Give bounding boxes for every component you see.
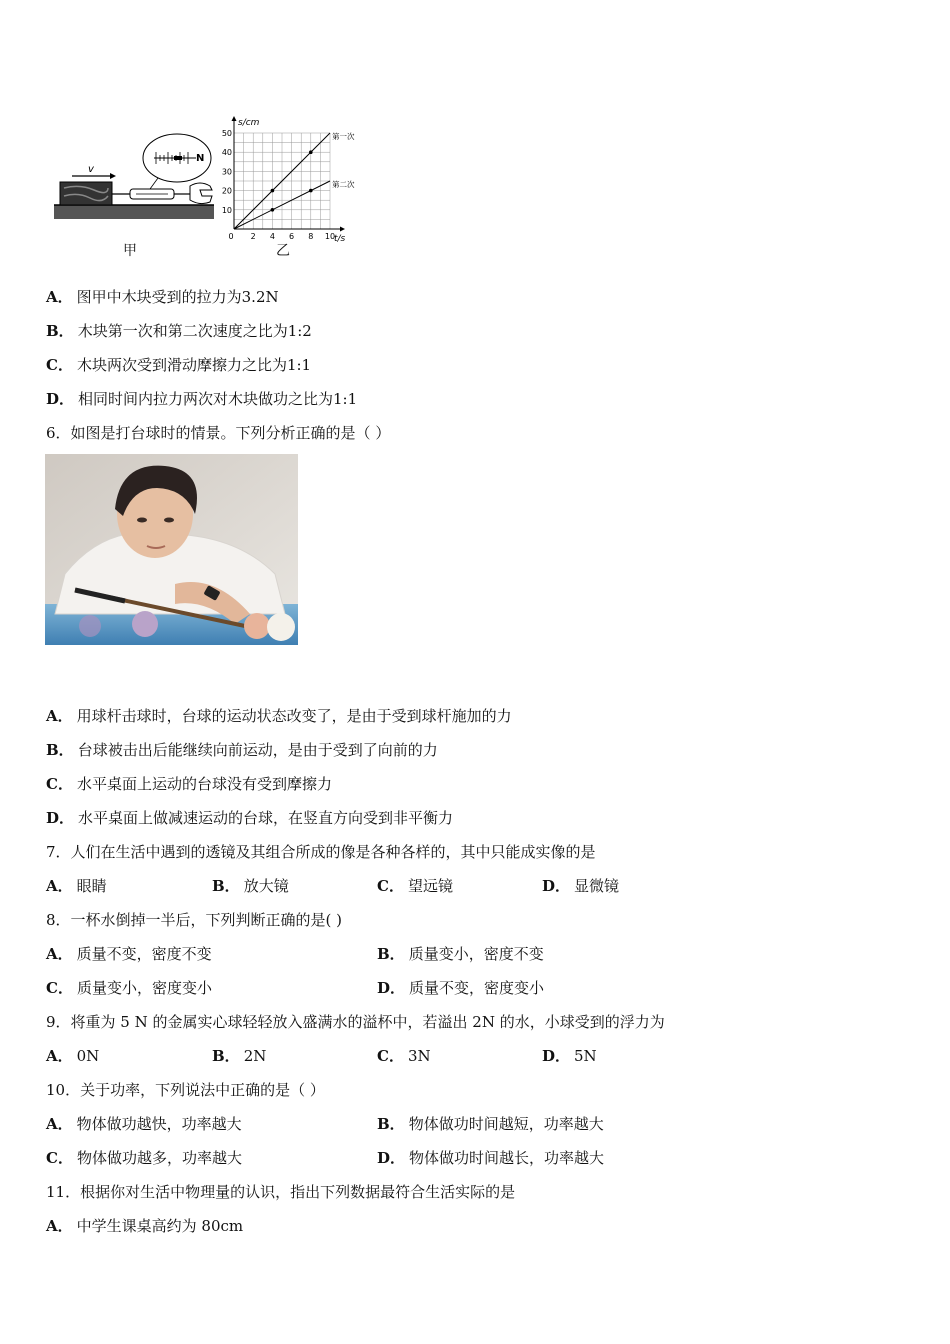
cue-ball: [267, 613, 295, 641]
q6-option-a: A． 用球杆击球时，台球的运动状态改变了，是由于受到球杆施加的力: [46, 707, 512, 725]
figure-label-jia: 甲: [123, 243, 137, 259]
data-point: [271, 189, 275, 193]
q6-option-b: B． 台球被击出后能继续向前运动，是由于受到了向前的力: [46, 741, 438, 759]
series-label: 第一次: [332, 131, 355, 141]
q5-option-b: B． 木块第一次和第二次速度之比为1:2: [46, 322, 312, 340]
q7-option-b: B． 放大镜: [212, 877, 289, 895]
q10-stem: 10．关于功率，下列说法中正确的是（ ）: [46, 1081, 325, 1099]
x-tick-label: 2: [250, 232, 256, 241]
billiard-ball: [132, 611, 158, 637]
data-point: [271, 208, 275, 212]
q10-option-c: C． 物体做功越多，功率越大: [46, 1149, 242, 1167]
y-tick-label: 30: [222, 167, 232, 177]
q11-stem: 11．根据你对生活中物理量的认识，指出下列数据最符合生活实际的是: [46, 1183, 516, 1201]
q8-option-c: C． 质量变小，密度变小: [46, 979, 212, 997]
x-tick-label: 6: [289, 232, 295, 241]
y-tick-label: 40: [222, 148, 232, 158]
x-tick-label: 0: [228, 232, 234, 241]
y-tick-label: 50: [222, 129, 232, 138]
y-axis-arrow: [232, 116, 237, 121]
x-tick-label: 8: [308, 232, 314, 241]
x-axis-label: t/s: [334, 234, 346, 244]
figure-label-yi: 乙: [276, 243, 290, 259]
x-axis-arrow: [340, 227, 345, 232]
x-tick-label: 10: [324, 232, 336, 241]
q8-option-d: D． 质量不变，密度变小: [377, 979, 545, 997]
billiards-photo: [45, 454, 298, 645]
q5-option-c: C． 木块两次受到滑动摩擦力之比为1:1: [46, 356, 312, 374]
data-point: [309, 150, 313, 154]
q9-option-a: A． 0N: [46, 1047, 100, 1065]
q9-option-b: B． 2N: [212, 1047, 267, 1065]
q6-option-d: D． 水平桌面上做减速运动的台球，在竖直方向受到非平衡力: [46, 809, 454, 827]
q7-option-d: D． 显微镜: [542, 877, 620, 895]
data-point: [309, 189, 313, 193]
velocity-label: v: [88, 164, 94, 175]
q9-option-d: D． 5N: [542, 1047, 597, 1065]
q5-option-d: D． 相同时间内拉力两次对木块做功之比为1:1: [46, 390, 358, 408]
q9-option-c: C． 3N: [377, 1047, 431, 1065]
q6-option-c: C． 水平桌面上运动的台球没有受到摩擦力: [46, 775, 332, 793]
apparatus-figure: [50, 130, 220, 230]
q10-option-b: B． 物体做功时间越短，功率越大: [377, 1115, 604, 1133]
q8-option-b: B． 质量变小，密度不变: [377, 945, 544, 963]
q7-stem: 7．人们在生活中遇到的透镜及其组合所成的像是各种各样的，其中只能成实像的是: [46, 843, 596, 861]
q6-stem: 6．如图是打台球时的情景。下列分析正确的是（ ）: [46, 424, 391, 442]
y-tick-label: 10: [222, 205, 232, 215]
q8-stem: 8．一杯水倒掉一半后，下列判断正确的是( ): [46, 911, 343, 929]
distance-time-graph: [222, 108, 362, 248]
q5-option-a: A． 图甲中木块受到的拉力为3.2N: [46, 288, 279, 306]
q9-stem: 9．将重为 5 N 的金属实心球轻轻放入盛满水的溢杯中，若溢出 2N 的水，小球受到的浮力为: [46, 1013, 665, 1031]
wooden-block: [60, 182, 112, 205]
q10-option-d: D． 物体做功时间越长，功率越大: [377, 1149, 605, 1167]
y-tick-label: 20: [222, 186, 232, 196]
q7-option-a: A． 眼睛: [46, 877, 107, 895]
x-tick-label: 4: [269, 232, 275, 241]
series-label: 第二次: [332, 179, 355, 189]
hand-icon: [190, 183, 212, 204]
billiard-ball: [244, 613, 270, 639]
q8-option-a: A． 质量不变，密度不变: [46, 945, 212, 963]
y-axis-label: s/cm: [238, 118, 260, 128]
table-surface: [54, 205, 214, 219]
q7-option-c: C． 望远镜: [377, 877, 453, 895]
q11-option-a: A． 中学生课桌高约为 80cm: [46, 1217, 244, 1235]
q10-option-a: A． 物体做功越快，功率越大: [46, 1115, 242, 1133]
gauge-unit-label: N: [196, 153, 205, 164]
